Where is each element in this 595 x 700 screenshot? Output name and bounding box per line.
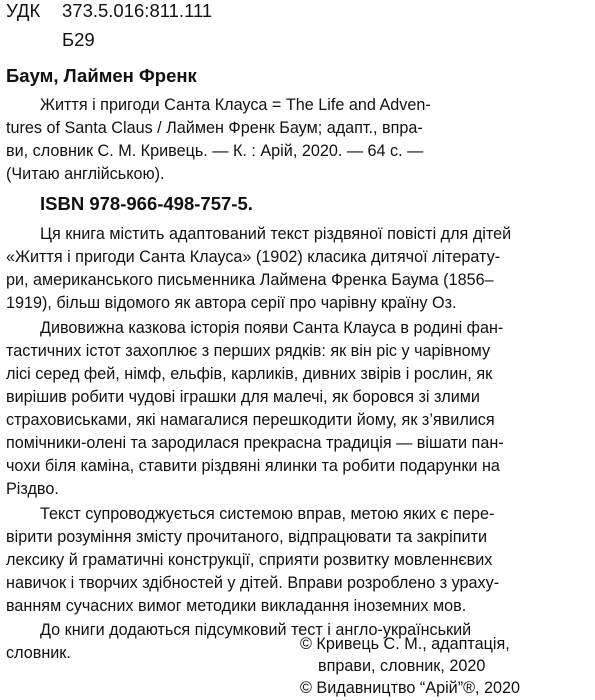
p2-line-6: помічники-олені та зародилася прекрасна традиція — вішати пан- [6,434,504,452]
p3-line-5: ванням сучасних вимог методики викладання іноземних мов. [6,597,467,615]
author-mark: Б29 [62,29,95,50]
p2-line-3: лісі серед фей, німф, ельфів, карликів, дивних звірів і рослин, як [6,365,493,383]
record-line-1: Життя і пригоди Санта Клауса = The Life and Adven- [40,96,431,114]
p3-line-1: Текст супроводжується системою вправ, метою яких є пере- [40,505,495,523]
p2-line-8: Різдво. [6,480,59,498]
p1-line-4: 1919), більш відомого як автора серії про чарівну країну Оз. [6,294,457,312]
copyright-line-3: © Видавництво “Арій”®, 2020 [300,679,521,697]
record-line-2: tures of Santa Claus / Лаймен Френк Баум; адапт., впра- [6,119,423,137]
p2-line-5: страховиськами, які намагалися перешкодити йому, як з’явилися [6,411,495,429]
udc-label: УДК [6,0,41,21]
p3-line-2: вірити розуміння змісту прочитаного, відпрацювати та закріпити [6,528,488,546]
record-line-3: ви, словник С. М. Кривець. — К. : Арій, 2020. — 64 с. — [6,142,424,160]
p2-line-1: Дивовижна казкова історія появи Санта Клауса в родині фан- [40,319,504,337]
p2-line-2: тастичних істот захоплює з перших рядків: як він ріс у чарівному [6,342,491,360]
p4-line-1: До книги додаються підсумковий тест і англо-український [40,621,472,639]
copyright-line-2: вправи, словник, 2020 [318,657,486,675]
copyright-line-1: © Кривець С. М., адаптація, [300,635,510,653]
p1-line-3: ри, американського письменника Лаймена Френка Баума (1856– [6,271,494,289]
author-heading: Баум, Лаймен Френк [6,65,197,86]
p3-line-3: лексику й граматичні конструкції, сприяти розвитку мовленнєвих [6,551,493,569]
udc-value: 373.5.016:811.111 [62,0,213,21]
p4-line-2: словник. [6,644,71,662]
p2-line-4: вирішив робити чудові іграшки для малечі, як боровся зі злими [6,388,480,406]
p3-line-4: навичок і творчих здібностей у дітей. Вправи розроблено з ураху- [6,574,500,592]
p1-line-1: Ця книга містить адаптований текст різдвяної повісті для дітей [40,225,512,243]
isbn: ISBN 978-966-498-757-5. [40,193,253,214]
p1-line-2: «Життя і пригоди Санта Клауса» (1902) класика дитячої літерату- [6,248,501,266]
p2-line-7: чохи біля каміна, ставити різдвяні ялинки та робити подарунки на [6,457,500,475]
record-line-4: (Читаю англійською). [6,165,165,183]
